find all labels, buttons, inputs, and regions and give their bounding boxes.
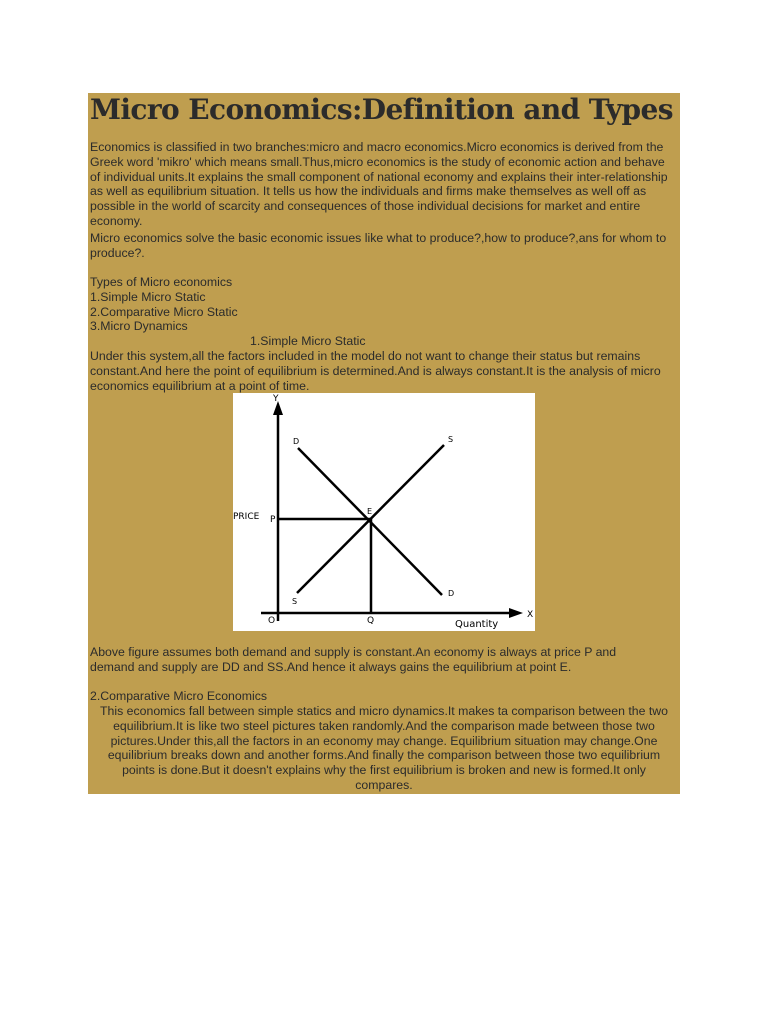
section2-line: points is done.But it doesn't explains why the first equilibrium is broken and new is formed.It only — [122, 763, 646, 778]
document-page — [88, 93, 680, 794]
section2-line: pictures.Under this,all the factors in an economy may change. Equilibrium situation may change.One — [110, 733, 658, 748]
demand-top-label: D — [293, 437, 300, 446]
price-axis-label: PRICE — [233, 512, 260, 522]
section2-line: This economics fall between simple statics and micro dynamics.It makes ta comparison between the two — [100, 704, 668, 718]
supply-bottom-label: S — [292, 597, 298, 606]
quantity-axis-label: Quantity — [455, 619, 499, 630]
section1-paragraph: Under this system,all the factors included in the model do not want to change their status but remains constant.And here the point of equilibrium is determined.And is always constant.It is the analysis of micro economics equilibrium at a point of time. — [90, 349, 661, 393]
p-label: P — [270, 515, 276, 525]
equilibrium-e-label: E — [367, 507, 373, 516]
supply-demand-figure — [233, 393, 535, 631]
figure-explanation — [90, 645, 678, 675]
types-item: 1.Simple Micro Static — [90, 289, 206, 304]
supply-demand-diagram — [233, 393, 535, 631]
page-title: Micro Economics:Definition and Types — [90, 93, 673, 126]
intro-paragraph: Economics is classified in two branches:micro and macro economics.Micro economics is derived from the Greek word 'mikro' which means small.Thus,micro economics is the study of economic action and behave of individual units.It explains the small component of national economy and explains their inter-relationship as well as equilibrium situation. It tells us how the individuals and firms make themselves as well off as possible in the world of scarcity and consequences of those individual decisions for market and entire economy. — [90, 140, 668, 228]
q-label: Q — [367, 616, 375, 626]
types-item: 3.Micro Dynamics — [90, 319, 188, 334]
explanation-line: Above figure assumes both demand and supply is constant.An economy is always at price P and — [90, 645, 617, 659]
section2-line: compares. — [355, 777, 413, 792]
section2-line: equilibrium.It is like two steel pictures taken randomly.And the comparison made between those two — [113, 718, 655, 733]
section1-heading: 1.Simple Micro Static — [250, 334, 366, 348]
section2-heading: 2.Comparative Micro Economics — [90, 689, 267, 703]
x-axis-arrow-icon — [509, 608, 523, 618]
explanation-line: demand and supply are DD and SS.And hence it always gains the equilibrium at point E. — [90, 659, 572, 674]
section2-paragraph — [90, 704, 678, 793]
types-list — [90, 275, 678, 334]
types-item: 2.Comparative Micro Static — [90, 304, 238, 319]
supply-top-label: S — [448, 435, 454, 444]
y-axis-label: Y — [273, 394, 279, 404]
intro-paragraph-2: Micro economics solve the basic economic issues like what to produce?,how to produce?,ans for whom to produce?. — [90, 231, 667, 260]
section2-line: equilibrium breaks down and another forms.And finally the comparison between those two equilibrium — [107, 748, 661, 763]
types-heading: Types of Micro economics — [90, 275, 233, 289]
demand-bottom-label: D — [448, 589, 455, 598]
origin-label: O — [268, 616, 276, 626]
x-axis-label: X — [527, 610, 534, 620]
